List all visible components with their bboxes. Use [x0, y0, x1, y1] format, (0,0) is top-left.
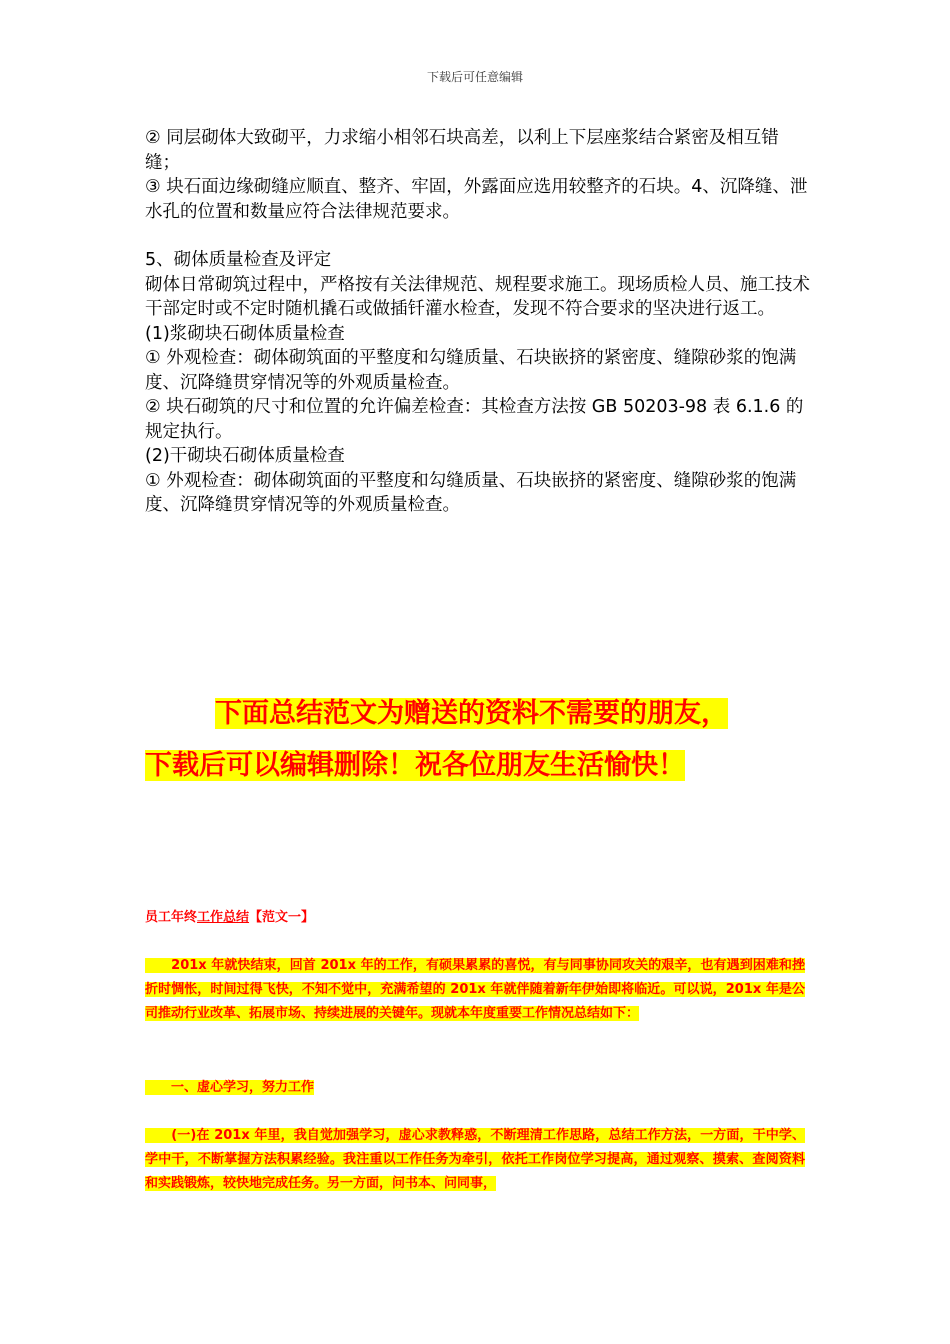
body-line: ③ 块石面边缘砌缝应顺直、整齐、牢固，外露面应选用较整齐的石块。4、沉降缝、泄水孔的位置和数量应符合法律规范要求。 [145, 177, 808, 222]
body-line: ② 同层砌体大致砌平，力求缩小相邻石块高差，以利上下层座浆结合紧密及相互错缝； [145, 128, 779, 173]
body-line: ② 块石砌筑的尺寸和位置的允许偏差检查：其检查方法按 GB 50203-98 表 6.1.6 的规定执行。 [145, 397, 804, 442]
sample-title-link[interactable]: 工作总结 [197, 910, 250, 925]
sample-paragraph [145, 954, 805, 1026]
sample-title-prefix: 员工年终 [145, 910, 198, 925]
subsection-heading: (2)干砌块石砌体质量检查 [145, 446, 345, 466]
sample-paragraph [145, 1124, 805, 1196]
body-line: 砌体日常砌筑过程中，严格按有关法律规范、规程要求施工。现场质检人员、施工技术干部定时或不定时随机撬石或做插钎灌水检查，发现不符合要求的坚决进行返工。 [145, 274, 810, 319]
promo-line-2: 下载后可以编辑删除！祝各位朋友生活愉快！ [145, 750, 685, 781]
sample-title [145, 906, 314, 925]
sample-paragraph-text: 201x 年就快结束，回首 201x 年的工作，有硕果累累的喜悦，有与同事协同攻关的艰辛，也有遇到困难和挫折时惆怅，时间过得飞快，不知不觉中，充满希望的 201x 年就伴随着新年伊始即将临近。可以说，201x 年是公司推动行业改革、拓展市场、持续进展的关键年。现就本年度重要工作情况总结如下： [145, 958, 805, 1021]
page-header: 下载后可任意编辑 [426, 70, 523, 84]
section-heading: 5、砌体质量检查及评定 [145, 250, 332, 270]
document-body [145, 126, 810, 518]
body-line: ① 外观检查：砌体砌筑面的平整度和勾缝质量、石块嵌挤的紧密度、缝隙砂浆的饱满度、沉降缝贯穿情况等的外观质量检查。 [145, 348, 797, 393]
subsection-heading: (1)浆砌块石砌体质量检查 [145, 323, 345, 344]
promo-line-1: 下面总结范文为赠送的资料不需要的朋友， [215, 698, 728, 729]
body-line: ① 外观检查：砌体砌筑面的平整度和勾缝质量、石块嵌挤的紧密度、缝隙砂浆的饱满度、沉降缝贯穿情况等的外观质量检查。 [145, 470, 797, 515]
sample-heading [145, 1076, 805, 1100]
sample-title-suffix: 【范文一】 [249, 910, 315, 925]
sample-heading-text: 一、虚心学习，努力工作 [145, 1080, 315, 1095]
sample-paragraph-text: (一)在 201x 年里，我自觉加强学习，虚心求教释惑，不断理清工作思路，总结工作方法，一方面，干中学、学中干，不断掌握方法积累经验。我注重以工作任务为牵引，依托工作岗位学习提高，通过观察、摸索、查阅资料和实践锻炼，较快地完成任务。另一方面，问书本、问同事， [145, 1128, 805, 1191]
